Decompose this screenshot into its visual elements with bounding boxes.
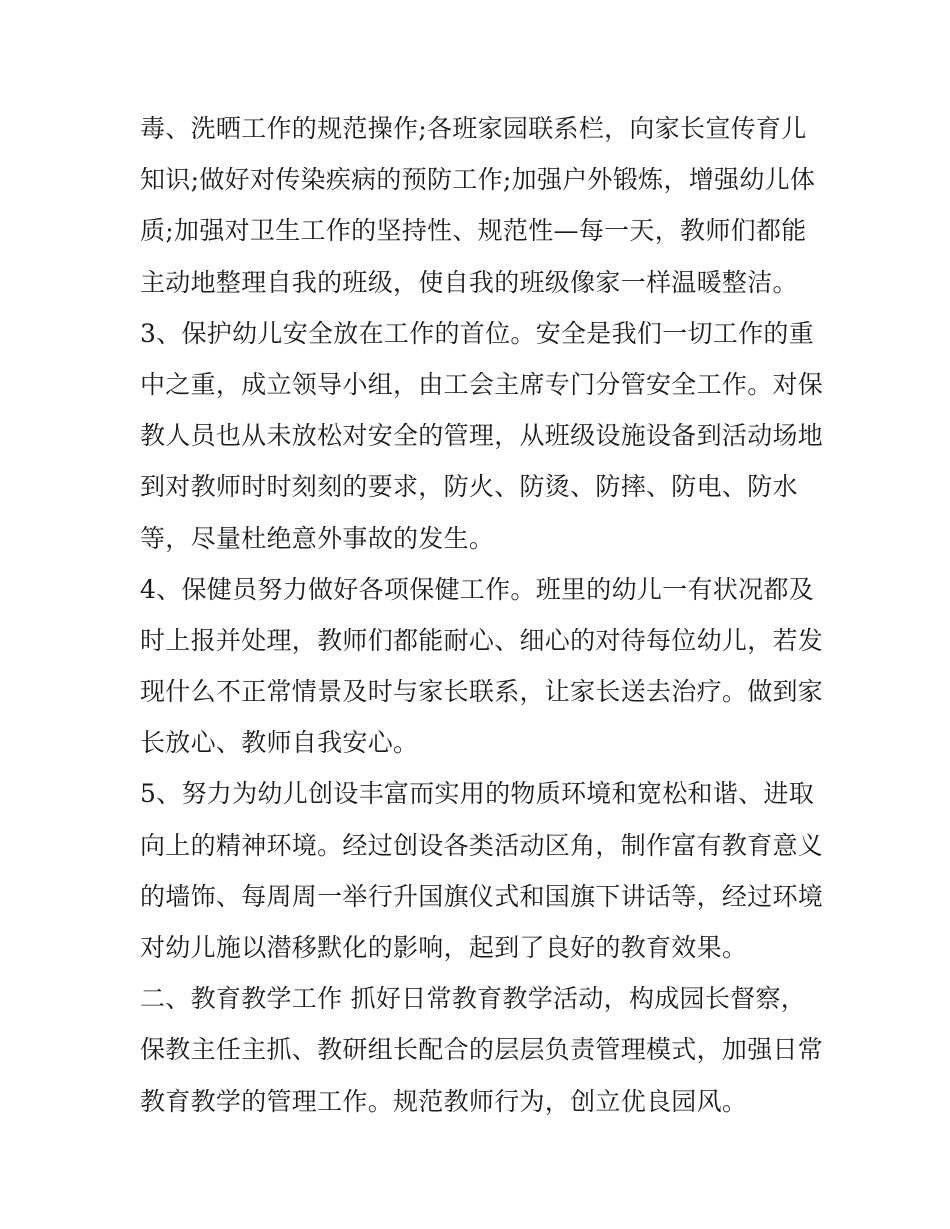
text-line: 长放心、教师自我安心。 xyxy=(140,728,419,758)
text-line: 的墙饰、每周周一举行升国旗仪式和国旗下讲话等，经过环境 xyxy=(140,881,824,911)
text-line: 向上的精神环境。经过创设各类活动区角，制作富有教育意义 xyxy=(140,830,824,860)
text-line: 主动地整理自我的班级，使自我的班级像家一样温暖整洁。 xyxy=(140,267,798,297)
text-line: 到对教师时时刻刻的要求，防火、防烫、防摔、防电、防水 xyxy=(140,472,798,502)
text-line: 5、努力为幼儿创设丰富而实用的物质环境和宽松和谐、进取 xyxy=(140,779,815,809)
text-line: 4、保健员努力做好各项保健工作。班里的幼儿一有状况都及 xyxy=(140,574,815,604)
text-line: 等，尽量杜绝意外事故的发生。 xyxy=(140,523,495,553)
text-line: 对幼儿施以潜移默化的影响，起到了良好的教育效果。 xyxy=(140,933,748,962)
text-line: 时上报并处理，教师们都能耐心、细心的对待每位幼儿，若发 xyxy=(140,625,824,655)
text-line: 二、教育教学工作 抓好日常教育教学活动，构成园长督察， xyxy=(140,984,807,1014)
text-line: 3、保护幼儿安全放在工作的首位。安全是我们一切工作的重 xyxy=(140,318,815,348)
text-line: 质;加强对卫生工作的坚持性、规范性—每一天，教师们都能 xyxy=(140,216,807,246)
text-line: 现什么不正常情景及时与家长联系，让家长送去治疗。做到家 xyxy=(140,677,824,707)
text-line: 保教主任主抓、教研组长配合的层层负责管理模式，加强日常 xyxy=(140,1035,824,1065)
body-text xyxy=(140,103,824,1127)
text-line: 中之重，成立领导小组，由工会主席专门分管安全工作。对保 xyxy=(140,369,824,399)
text-line: 毒、洗晒工作的规范操作;各班家园联系栏，向家长宣传育儿 xyxy=(140,114,807,143)
text-line: 教育教学的管理工作。规范教师行为，创立优良园风。 xyxy=(140,1086,748,1116)
text-line: 教人员也从未放松对安全的管理，从班级设施设备到活动场地 xyxy=(140,421,824,451)
text-line: 知识;做好对传染疾病的预防工作;加强户外锻炼，增强幼儿体 xyxy=(140,165,816,195)
